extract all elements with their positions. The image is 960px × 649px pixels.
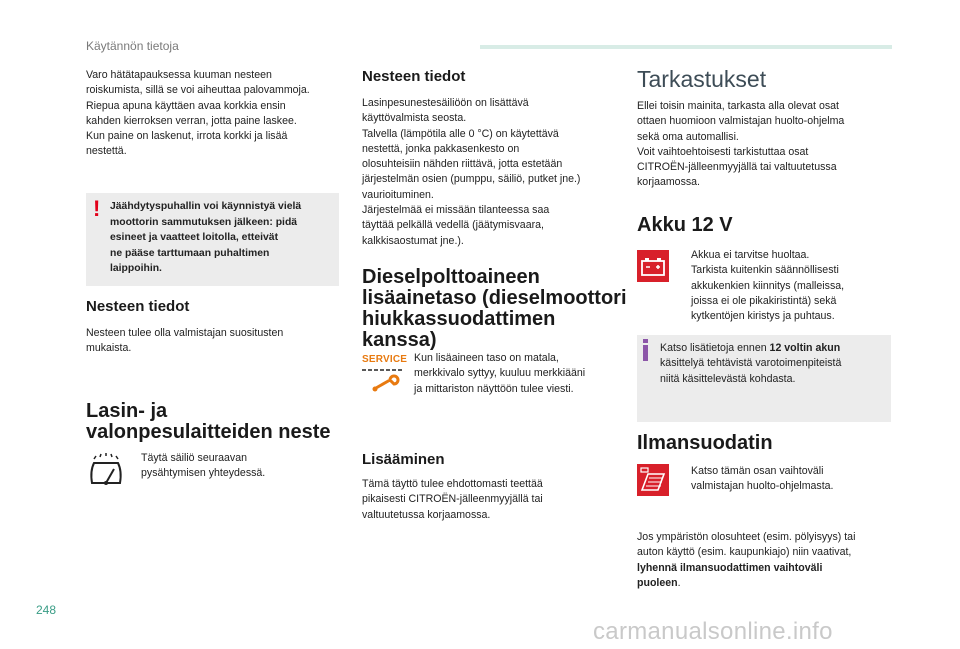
fluid-spec-heading-middle: Nesteen tiedot xyxy=(362,68,466,85)
diesel-additive-heading: Dieselpolttoaineen lisäainetaso (dieselmoottori hiukkassuodattimen kanssa) xyxy=(362,266,627,351)
fluid-spec-text-left: Nesteen tulee olla valmistajan suositusten mukaista. xyxy=(86,327,284,355)
page-number: 248 xyxy=(36,603,57,617)
header-rule xyxy=(480,45,892,49)
service-warning-icon xyxy=(362,354,406,398)
battery-text: Akkua ei tarvitse huoltaa. Tarkista kuitenkin säännöllisesti akkukenkien kiinnitys (malleissa, joissa ei ole pikakiristintä) sekä kytkentöjen kiristys ja puhtaus. xyxy=(691,249,845,323)
exclamation-icon: ! xyxy=(93,196,101,221)
washer-fluid-text: Täytä säiliö seuraavan pysähtymisen yhteydessä. xyxy=(141,452,266,480)
checks-heading: Tarkastukset xyxy=(637,66,767,92)
fluid-spec-heading-left: Nesteen tiedot xyxy=(86,298,190,315)
adding-heading: Lisääminen xyxy=(362,451,445,468)
info-icon xyxy=(642,339,649,361)
air-filter-heading: Ilmansuodatin xyxy=(637,432,773,454)
air-filter-text: Katso tämän osan vaihtoväli valmistajan huolto-ohjelmasta. xyxy=(691,465,834,493)
info-text: Katso lisätietoja ennen 12 voltin akun käsittelyä tehtävistä varotoimenpiteistä niitä käsittelevästä kohdasta. xyxy=(660,342,842,385)
air-filter-note: Jos ympäristön olosuhteet (esim. pölyisyys) tai auton käyttö (esim. kaupunkiajo) niin vaativat, lyhennä ilmansuodattimen vaihtoväli puoleen. xyxy=(637,531,856,589)
watermark: carmanualsonline.info xyxy=(593,618,833,645)
section-title: Käytännön tietoja xyxy=(86,39,179,53)
checks-text: Ellei toisin mainita, tarkasta alla olevat osat ottaen huomioon valmistajan huolto-ohjelma sekä oma automallisi. Voit vaihtoehtoisesti tarkistuttaa osat CITROËN-jälleenmyyjällä tai valtuutetussa korjaamossa. xyxy=(637,100,845,189)
fluid-spec-text-middle: Lasinpesunestesäiliöön on lisättävä käyttövalmista seosta. Talvella (lämpötila alle 0 °C) on käytettävä nestettä, jonka pakkasenkesto on olosuhteisiin nähden riittävä, jotta estetään järjestelmän osien (pumppu, säiliö, putket jne.) vaurioituminen. Järjestelmää ei missään tilanteessa saa täyttää pelkällä vedellä (jäätymisvaara, kalkkisaostumat jne.). xyxy=(362,97,581,247)
intro-text: Varo hätätapauksessa kuuman nesteen roiskumista, sillä se voi aiheuttaa palovammoja. Riepua apuna käyttäen avaa korkkia ensin kahden kierroksen verran, jotta paine laskee. Kun paine on laskenut, irrota korkki ja lisää nestettä. xyxy=(86,69,310,158)
battery-icon xyxy=(637,250,669,282)
air-filter-icon xyxy=(637,464,669,496)
washer-fluid-heading: Lasin- ja valonpesulaitteiden neste xyxy=(86,400,331,443)
windscreen-washer-icon xyxy=(86,449,126,489)
service-label: SERVICE xyxy=(362,354,408,365)
warning-text: Jäähdytyspuhallin voi käynnistyä vielä moottorin sammutuksen jälkeen: pidä esineet ja vaatteet loitolla, etteivät ne pääse tarttumaan puhaltimen laippoihin. xyxy=(110,201,302,274)
adding-text: Tämä täyttö tulee ehdottomasti teettää pikaisesti CITROËN-jälleenmyyjällä tai valtuutetussa korjaamossa. xyxy=(362,478,543,521)
diesel-additive-text: Kun lisäaineen taso on matala, merkkivalo syttyy, kuuluu merkkiääni ja mittariston näyttöön tulee viesti. xyxy=(414,352,586,395)
battery-heading: Akku 12 V xyxy=(637,214,733,236)
